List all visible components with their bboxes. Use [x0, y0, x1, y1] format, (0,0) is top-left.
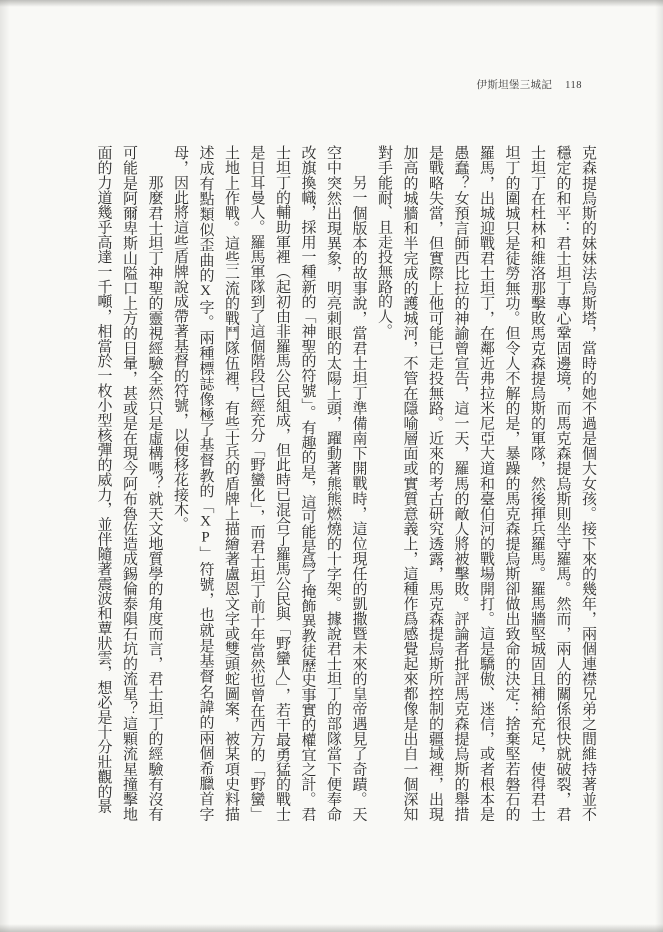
paragraph: 另一個版本的故事說，當君士坦丁準備南下開戰時，這位現任的凱撒暨未來的皇帝遇見了奇蹟。天空中突然出現異象，明亮刺眼的太陽上頭，躍動著熊熊燃燒的十字架。據說君士坦丁的部隊當下便奉命改旗換幟，採用一種新的「神聖的符號」。有趣的是，這可能是爲了掩飾異教徒歷史事實的權宜之計。君士坦丁的輔助軍裡（起初由非羅馬公民組成，但此時已混合了羅馬公民與「野蠻人」，若干最勇猛的戰士是日耳曼人。羅馬軍隊到了這個階段已經充分「野蠻化」，而君士坦丁前十年當然也曾在西方的「野蠻」土地上作戰。這些二流的戰鬥隊伍裡，有些士兵的盾牌上描繪著盧恩文字或雙頭蛇圖案，被某項史料描述成有點類似歪曲的X字。兩種標誌像極了基督教的「XP」符號，也就是基督名諱的兩個希臘首字母，因此將這些盾牌說成帶著基督的符號，以便移花接木。 — [172, 145, 367, 821]
paragraph: 那麼君士坦丁神聖的靈視經驗全然只是虛構嗎？就天文地質學的角度而言，君士坦丁的經驗有沒有可能是阿爾卑斯山隘口上方的日暈，甚或是在現今阿布魯佐造成錫倫泰隕石坑的流星？這顆流星撞擊地面的力道幾乎高達一千噸，相當於一枚小型核彈的威力，並伴隨著震波和蕈狀雲，想必是十分壯觀的景 — [95, 145, 163, 821]
running-header — [477, 77, 582, 92]
scan-edge-shadow-top — [0, 0, 663, 7]
page-number: 118 — [565, 80, 582, 91]
paragraph: 克森提烏斯的妹妹法烏斯塔，當時的她不過是個大女孩。接下來的幾年，兩個連襟兄弟之間維持著並不穩定的和平：君士坦丁專心鞏固邊境，而馬克森提烏斯則坐守羅馬。然而，兩人的關係很快就破裂，君士坦丁在杜林和維洛那擊敗馬克森提烏斯的軍隊，然後揮兵羅馬。羅馬牆堅城固且補給充足，使得君士坦丁的圍城只是徒勞無功。但令人不解的是，暴躁的馬克森提烏斯卻做出致命的決定：捨棄堅若磐石的羅馬，出城迎戰君士坦丁，在鄰近弗拉米尼亞大道和臺伯河的戰場開打。這是驕傲、迷信，或者根本是愚蠢？女預言師西比拉的神諭曾宣告，這一天，羅馬的敵人將被擊敗。評論者批評馬克森提烏斯的舉措是戰略失當，但實際上他可能已走投無路。近來的考古研究透露，馬克森提烏斯所控制的疆域裡，出現加高的城牆和半完成的護城河，不管在隱喻層面或實質意義上，這種作爲感覺起來都像是出自一個深知對手能耐、且走投無路的人。 — [376, 145, 596, 821]
scan-edge-shadow-left — [0, 0, 10, 932]
scan-edge-shadow-bottom — [0, 924, 663, 932]
page-body-text — [85, 145, 600, 821]
book-title: 伊斯坦堡三城記 — [476, 80, 553, 91]
scan-edge-shadow-right — [655, 0, 663, 932]
